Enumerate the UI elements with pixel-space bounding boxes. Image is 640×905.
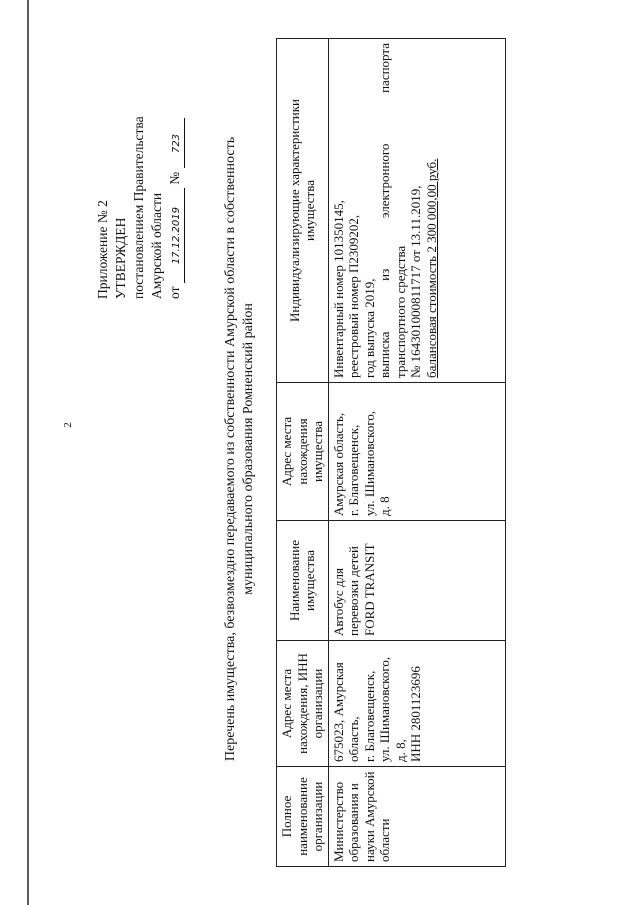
cell-line: г. Благовещенск,: [361, 670, 377, 762]
title-line-2: муниципального образования Ромненский район: [241, 303, 256, 595]
cell-line: г. Благовещенск,: [346, 424, 361, 516]
cell-line: FORD TRANSIT: [361, 543, 377, 636]
cell-line: балансовая стоимость 2 300 000,00 руб.: [423, 158, 439, 378]
cell-line: д. 8: [377, 496, 392, 516]
header-line: Адрес места: [279, 416, 294, 487]
header-line: организации: [310, 781, 325, 852]
cell-line: ул. Шимановского,: [361, 410, 377, 516]
header-property-name: [277, 521, 329, 641]
cell-line: транспортного средства: [392, 245, 408, 378]
cell-property-address: [328, 383, 505, 521]
header-line: Наименование: [286, 540, 302, 621]
cell-line: области: [377, 818, 392, 862]
cell-line: Министерство: [330, 781, 346, 862]
rotated-sheet: [62, 9, 462, 889]
date-number-line: [166, 19, 185, 299]
handwritten-number: 723: [170, 119, 185, 169]
title-line-1: Перечень имущества, безвозмездно передаваемого из собственности Амурской области в собственность: [223, 136, 238, 762]
scan-edge-divider: [27, 0, 29, 905]
cell-line: перевозки детей: [346, 546, 361, 636]
resolution-line-1: постановлением Правительства: [131, 116, 146, 299]
header-line: имущества: [302, 550, 318, 611]
annex-label: Приложение № 2: [95, 200, 110, 299]
header-line: Адрес места: [279, 668, 294, 739]
date-prefix: от: [167, 286, 182, 299]
table-row: [328, 39, 505, 867]
header-org-address: [277, 641, 329, 767]
cell-line: выписка из электронного паспорта: [377, 43, 392, 378]
cell-line: 675023, Амурская: [330, 662, 346, 762]
table-header-row: [277, 39, 329, 867]
approval-block: [94, 19, 185, 299]
cell-line: Автобус для: [330, 568, 346, 636]
cell-line: ул. Шимановского,: [377, 656, 392, 762]
number-prefix: №: [167, 171, 182, 185]
header-characteristics: [277, 39, 329, 383]
cell-line: ИНН 2801123696: [408, 666, 423, 762]
header-line: организации: [310, 668, 325, 739]
header-line: Полное: [279, 795, 294, 838]
cell-line: Амурская область,: [330, 412, 346, 516]
cell-line: № 164301000811717 от 13.11.2019,: [408, 185, 423, 378]
cell-line: науки Амурской: [361, 771, 377, 862]
resolution-line-2: Амурской области: [149, 192, 164, 299]
cell-property-name: [328, 521, 505, 641]
cell-line: область,: [346, 716, 361, 762]
header-line: имущества: [302, 180, 318, 241]
page-number: 2: [62, 422, 74, 428]
cell-line: год выпуска 2019,: [361, 278, 377, 378]
header-line: Индивидуализирующие характеристики: [286, 99, 302, 323]
header-line: имущества: [310, 421, 325, 482]
cell-line: д. 8,: [392, 739, 408, 762]
header-property-address: [277, 383, 329, 521]
header-line: нахождения, ИНН: [294, 653, 310, 754]
cell-organization: [328, 767, 505, 867]
handwritten-date: 17.12.2019: [170, 188, 185, 283]
property-table: [276, 38, 506, 867]
cell-org-address: [328, 641, 505, 767]
cell-characteristics: [328, 39, 505, 383]
document-title: [222, 69, 258, 829]
cell-line: реестровый номер П2309202,: [346, 214, 361, 378]
cell-line: Инвентарный номер 101350145,: [330, 200, 346, 378]
header-organization: [277, 767, 329, 867]
approved-label: УТВЕРЖДЕН: [113, 217, 128, 299]
header-line: нахождения: [294, 418, 310, 485]
cell-line: образования и: [346, 783, 361, 862]
header-line: наименование: [294, 777, 310, 856]
